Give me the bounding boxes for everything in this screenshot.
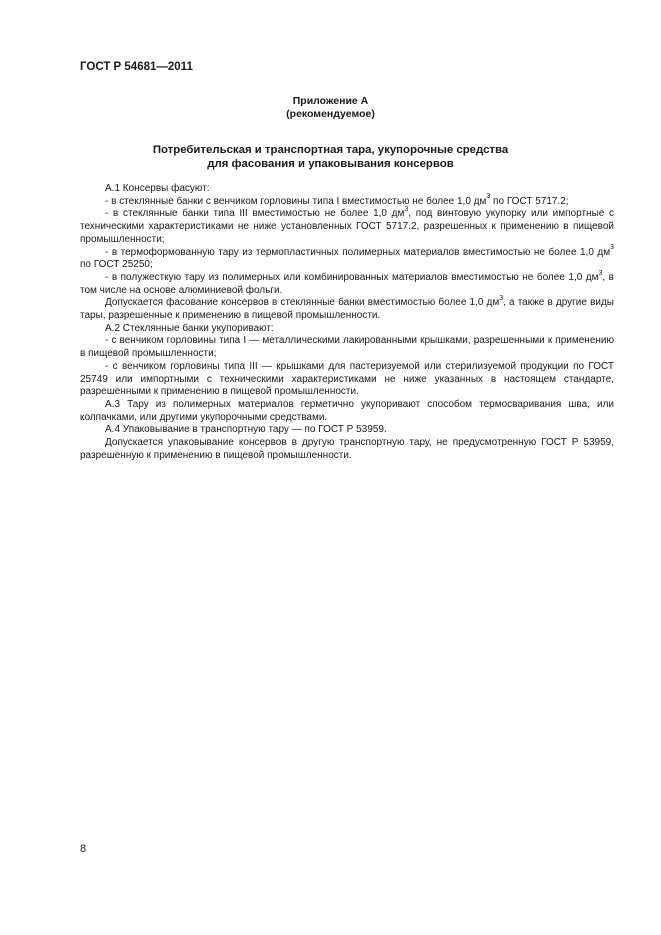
superscript: 3: [598, 269, 603, 277]
paragraph: [80, 193, 614, 209]
text-span: , а также в другие виды тары, разрешенные к применению в пищевой промышленности.: [80, 297, 614, 322]
text-span: Допускается фасование консервов в стеклянные банки вместимостью более 1,0 дм: [105, 297, 500, 309]
text-span: , в том числе на основе алюминиевой фольги.: [80, 271, 614, 296]
text-span: - в термоформованную тару из термопластичных полимерных материалов вместимостью не более 1,0 дм: [105, 246, 611, 258]
appendix-label: Приложение А: [292, 95, 369, 107]
page-number: 8: [80, 843, 87, 855]
document-body: [80, 183, 614, 462]
paragraph: [80, 297, 614, 322]
text-span: - в полужесткую тару из полимерных или комбинированных материалов вместимостью не более 1,0 дм: [105, 271, 599, 283]
title-line-2: для фасования и упаковывания консервов: [207, 158, 454, 170]
paragraph: А.1 Консервы фасуют:: [105, 183, 210, 194]
paragraph: Допускается упаковывание консервов в другую транспортную тару, не предусмотренную ГОСТ Р 53959, разрешенную к применению в пищевой промышленности.: [80, 437, 614, 461]
paragraph: - с венчиком горловины типа III — крышками для пастеризуемой или стерилизуемой продукции по ГОСТ 25749 или импортными с техническими характеристиками не ниже указанных в настоящем стандарте, разрешенными к применению в пищевой промышленности.: [80, 360, 614, 398]
text-span: , под винтовую укупорку или импортные с техническими характеристиками не ниже установленных ГОСТ 5717.2, разрешенных к применению в пищевой промышленности;: [80, 208, 615, 245]
text-span: - в стеклянные банки с венчиком горловины типа I вместимостью не более 1,0 дм: [105, 195, 487, 207]
appendix-title: [0, 143, 661, 171]
text-span: - в стеклянные банки типа III вместимостью не более 1,0 дм: [105, 208, 405, 220]
text-span: по ГОСТ 25250;: [80, 259, 153, 271]
text-span: по ГОСТ 5717.2;: [490, 195, 569, 207]
appendix-heading: [0, 95, 661, 121]
paragraph: А.2 Стеклянные банки укупоривают:: [105, 322, 274, 334]
superscript: 3: [610, 244, 614, 252]
paragraph: [80, 244, 614, 272]
paragraph: А.4 Упаковывание в транспортную тару — по ГОСТ Р 53959.: [105, 424, 387, 436]
paragraph: - с венчиком горловины типа I — металлическими лакированными крышками, разрешенными к применению в пищевой промышленности;: [80, 335, 614, 360]
superscript: 3: [499, 295, 504, 302]
title-line-1: Потребительская и транспортная тара, укупорочные средства: [152, 144, 509, 156]
paragraph: [80, 208, 614, 246]
document-header: ГОСТ Р 54681—2011: [80, 61, 193, 73]
paragraph: А.3 Тару из полимерных материалов герметично укупоривают способом термосваривания шва, или колпачками, или другими укупорочными средствами.: [80, 398, 614, 423]
superscript: 3: [486, 193, 491, 201]
appendix-status: (рекомендуемое): [286, 108, 375, 120]
paragraph: [80, 269, 614, 297]
superscript: 3: [404, 206, 409, 214]
